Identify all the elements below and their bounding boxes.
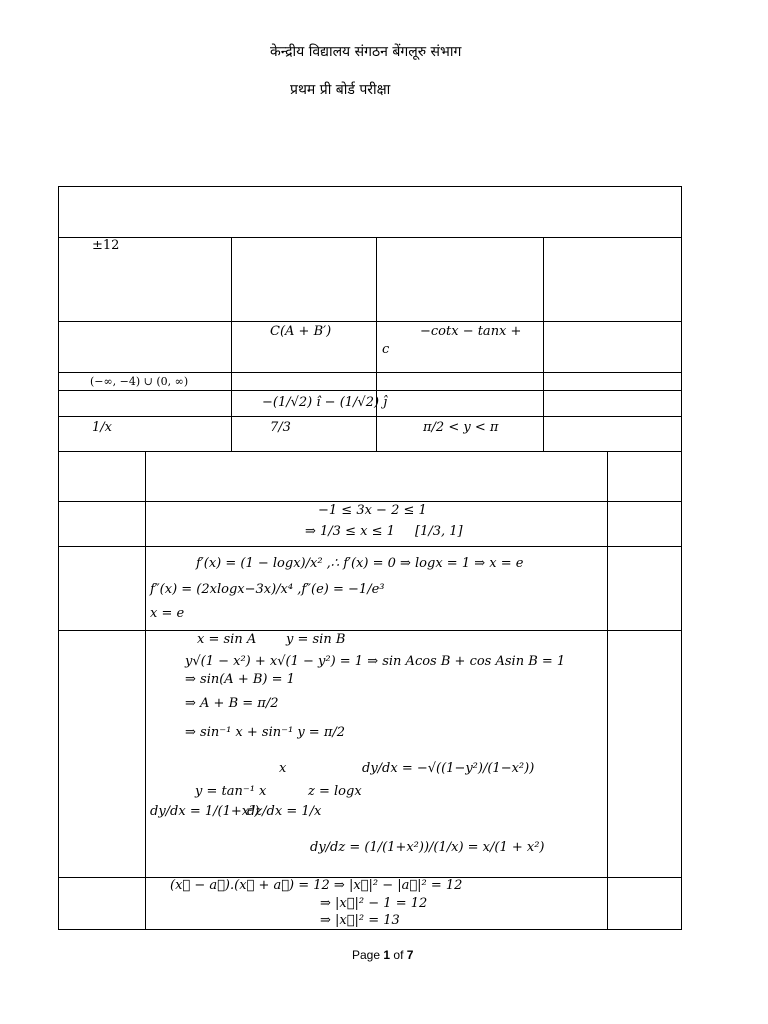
- table1-cell-r3c3a: −cotx − tanx +: [420, 324, 522, 339]
- table1-cell-r6c2: 7/3: [270, 420, 291, 435]
- t2-row4-line7a: y = tan⁻¹ x: [195, 784, 267, 799]
- table1-cell-r6c1: 1/x: [92, 420, 112, 435]
- t2-row3-line3: x = e: [150, 606, 185, 621]
- header-line-2: प्रथम प्री बोर्ड परीक्षा: [290, 82, 391, 98]
- table1-cell-r4c1: (−∞, −4) ∪ (0, ∞): [90, 375, 189, 388]
- t2-row4-line6a: x: [279, 761, 287, 776]
- t2-row5-line3: ⇒ |x⃗|² = 13: [320, 913, 400, 928]
- page-total: 7: [406, 948, 414, 962]
- t2-row3-line2: f″(x) = (2xlogx−3x)/x⁴ ,f″(e) = −1/e³: [150, 582, 385, 597]
- table1-cell-r6c3: π/2 < y < π: [423, 420, 499, 435]
- t2-row5-line1: (x⃗ − a⃗).(x⃗ + a⃗) = 12 ⇒ |x⃗|² − |a⃗|² = 12: [170, 878, 463, 893]
- table1-cell-r3c3b: c: [382, 342, 390, 357]
- t2-row4-line8b: dz/dx = 1/x: [247, 804, 322, 819]
- t2-row4-line5: ⇒ sin⁻¹ x + sin⁻¹ y = π/2: [185, 725, 346, 740]
- table1-cell-r3c2: C(A + B′): [270, 324, 332, 339]
- t2-row4-line4: ⇒ A + B = π/2: [185, 696, 279, 711]
- table1-cell-r2c1: ±12: [92, 238, 120, 253]
- t2-row4-line2: y√(1 − x²) + x√(1 − y²) = 1 ⇒ sin Acos B + cos Asin B = 1: [185, 654, 566, 669]
- t2-row4-line6b: dy/dx = −√((1−y²)/(1−x²)): [362, 761, 535, 776]
- t2-row4-line9: dy/dz = (1/(1+x²))/(1/x) = x/(1 + x²): [310, 840, 545, 855]
- t2-row5-line2: ⇒ |x⃗|² − 1 = 12: [320, 896, 428, 911]
- t2-row4-line3: ⇒ sin(A + B) = 1: [185, 672, 295, 687]
- table1-cell-r5c2: −(1/√2) î − (1/√2) ĵ: [262, 395, 388, 410]
- t2-row3-line1: f′(x) = (1 − logx)/x² ,∴ f′(x) = 0 ⇒ logx = 1 ⇒ x = e: [196, 556, 524, 571]
- page-of-label: of: [393, 948, 404, 962]
- t2-row4-y-def: y = sin B: [286, 632, 346, 647]
- page-footer: [352, 948, 413, 962]
- t2-row2-interval: [1/3, 1]: [415, 524, 463, 539]
- header-line-1: केन्द्रीय विद्यालय संगठन बेंगलूरु संभाग: [270, 44, 462, 60]
- page-label: Page: [352, 948, 381, 962]
- t2-row4-line7b: z = logx: [308, 784, 362, 799]
- t2-row2-line1: −1 ≤ 3x − 2 ≤ 1: [318, 503, 427, 518]
- t2-row2-line2: ⇒ 1/3 ≤ x ≤ 1: [305, 524, 395, 539]
- t2-row4-x-def: x = sin A: [197, 632, 257, 647]
- page-number: 1: [383, 948, 391, 962]
- t2-row4-line8a: dy/dx = 1/(1+x²): [150, 804, 260, 819]
